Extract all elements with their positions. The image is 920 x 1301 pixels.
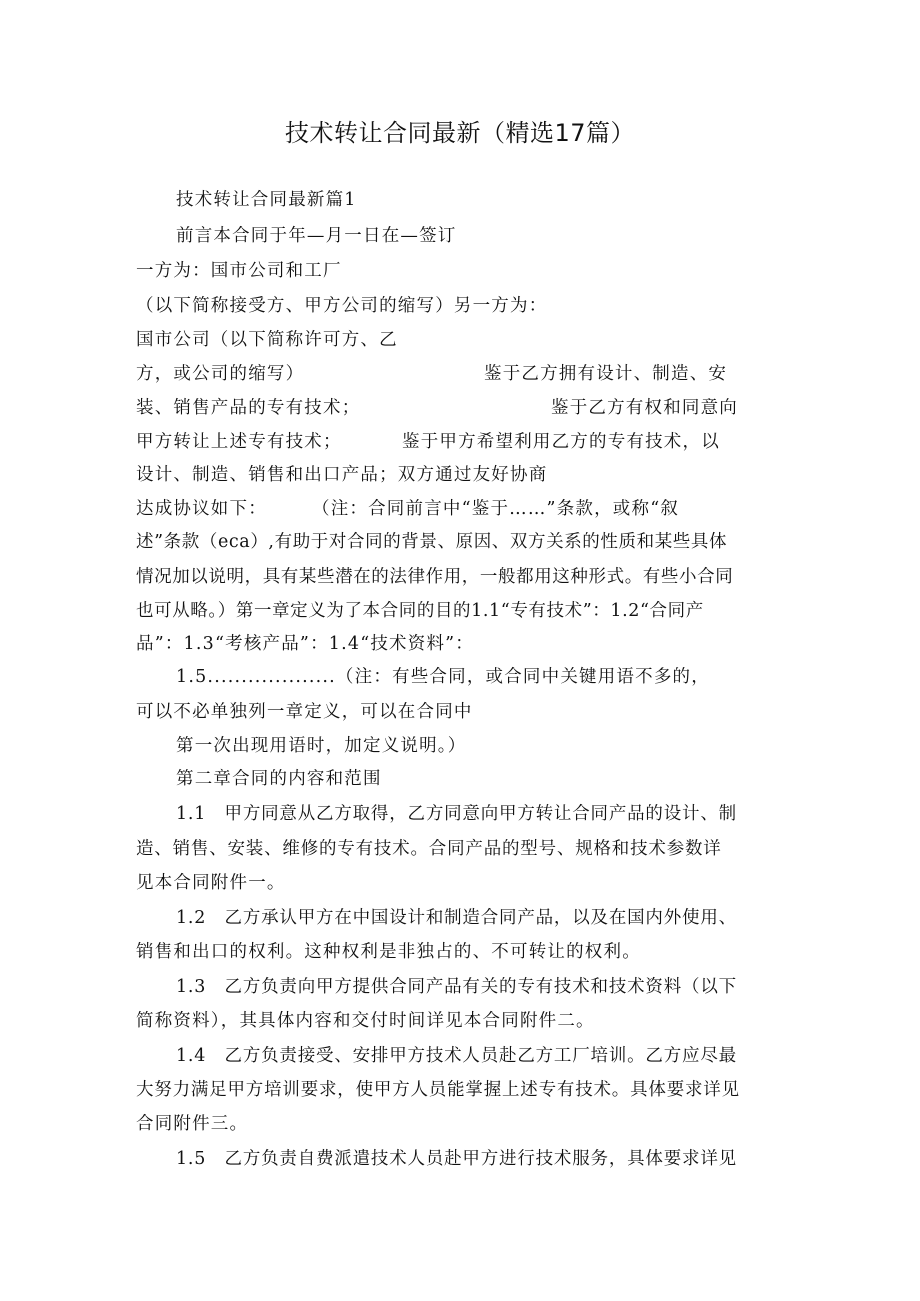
body-line: 鉴于甲方希望利用乙方的专有技术，以 xyxy=(402,432,720,452)
section-heading: 第二章合同的内容和范围 xyxy=(176,769,382,789)
body-line: 情况加以说明，具有某些潜在的法律作用，一般都用这种形式。有些小合同 xyxy=(136,567,734,587)
body-line: （以下简称接受方、甲方公司的缩写）另一方为： xyxy=(136,296,548,316)
body-line: 见本合同附件一。 xyxy=(136,873,286,893)
body-line: 1.5 乙方负责自费派遣技术人员赴甲方进行技术服务，具体要求详见 xyxy=(176,1149,737,1169)
body-line: 造、销售、安装、维修的专有技术。合同产品的型号、规格和技术参数详 xyxy=(136,839,722,859)
body-line: 也可从略。）第一章定义为了本合同的目的1.1“专有技术”：1.2“合同产 xyxy=(136,601,704,621)
body-line: 1.3 乙方负责向甲方提供合同产品有关的专有技术和技术资料（以下 xyxy=(176,977,737,997)
body-line: （注：合同前言中“鉴于……”条款，或称“叙 xyxy=(312,499,680,519)
body-line: 销售和出口的权利。这种权利是非独占的、不可转让的权利。 xyxy=(136,942,641,962)
body-line: 第一次出现用语时，加定义说明。） xyxy=(176,736,467,756)
document-title: 技术转让合同最新（精选17篇） xyxy=(284,119,636,147)
body-line: 设计、制造、销售和出口产品；双方通过友好协商 xyxy=(136,465,548,485)
body-line: 简称资料），其具体内容和交付时间详见本合同附件二。 xyxy=(136,1011,595,1031)
body-line: 甲方转让上述专有技术； xyxy=(136,432,342,452)
body-line: 1.4 乙方负责接受、安排甲方技术人员赴乙方工厂培训。乙方应尽最 xyxy=(176,1046,737,1066)
body-line: 装、销售产品的专有技术； xyxy=(136,398,361,418)
body-line: 1.5...................（注：有些合同，或合同中关键用语不多的， xyxy=(176,667,710,687)
body-line: 述”条款（eca）,有助于对合同的背景、原因、双方关系的性质和某些具体 xyxy=(136,532,728,552)
body-line: 品”：1.3“考核产品”：1.4“技术资料”： xyxy=(136,634,474,654)
body-line: 达成协议如下： xyxy=(136,499,267,519)
body-line: 鉴于乙方拥有设计、制造、安 xyxy=(484,364,728,384)
body-line: 大努力满足甲方培训要求，使甲方人员能掌握上述专有技术。具体要求详见 xyxy=(136,1080,740,1100)
body-line: 技术转让合同最新篇1 xyxy=(176,190,357,210)
body-line: 方，或公司的缩写） xyxy=(136,364,305,384)
body-line: 国市公司（以下简称许可方、乙 xyxy=(136,330,398,350)
body-line: 前言本合同于年—月一日在—签订 xyxy=(176,226,457,246)
body-line: 1.1 甲方同意从乙方取得，乙方同意向甲方转让合同产品的设计、制 xyxy=(176,804,737,824)
body-line: 一方为：国市公司和工厂 xyxy=(136,261,342,281)
body-line: 合同附件三。 xyxy=(136,1114,249,1134)
body-line: 鉴于乙方有权和同意向 xyxy=(551,398,738,418)
body-line: 可以不必单独列一章定义，可以在合同中 xyxy=(136,702,473,722)
body-line: 1.2 乙方承认甲方在中国设计和制造合同产品，以及在国内外使用、 xyxy=(176,908,737,928)
